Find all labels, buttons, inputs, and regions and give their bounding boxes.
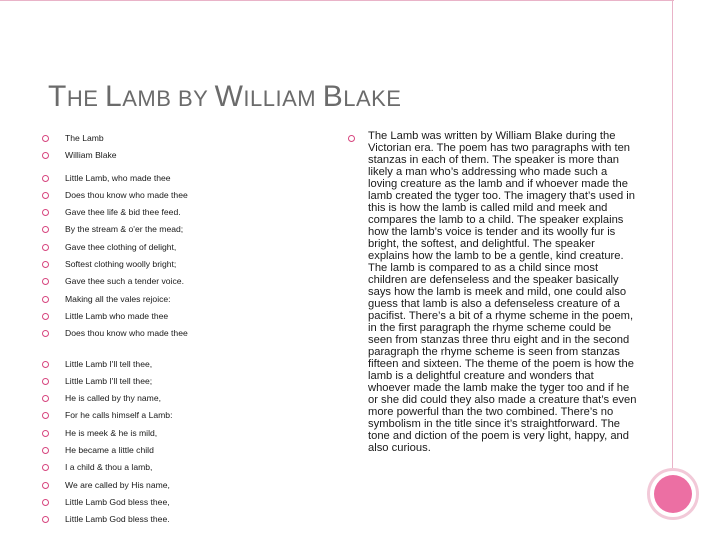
list-item bbox=[42, 130, 342, 147]
bullet-icon bbox=[42, 278, 49, 285]
poem-line: For he calls himself a Lamb: bbox=[65, 410, 173, 421]
list-item bbox=[42, 291, 342, 308]
bullet-icon bbox=[42, 464, 49, 471]
poem-line: Little Lamb, who made thee bbox=[65, 172, 171, 183]
bullet-icon bbox=[42, 313, 49, 320]
list-item bbox=[42, 239, 342, 256]
list-item bbox=[42, 187, 342, 204]
poem-line: Making all the vales rejoice: bbox=[65, 293, 171, 304]
bullet-icon bbox=[42, 361, 49, 368]
poem-line: Gave thee life & bid thee feed. bbox=[65, 207, 181, 218]
list-item bbox=[42, 147, 342, 164]
top-border-line bbox=[0, 0, 674, 1]
title-cap: L bbox=[105, 80, 123, 113]
title-cap: B bbox=[322, 80, 344, 113]
bullet-icon bbox=[42, 192, 49, 199]
poem-line: Little Lamb I'll tell thee; bbox=[65, 375, 153, 386]
poem-line: He became a little child bbox=[65, 445, 154, 456]
list-item bbox=[42, 256, 342, 273]
poem-list bbox=[42, 130, 342, 529]
list-item bbox=[42, 390, 342, 407]
bullet-icon bbox=[42, 412, 49, 419]
bullet-icon bbox=[42, 516, 49, 523]
list-item bbox=[42, 459, 342, 476]
list-item bbox=[42, 308, 342, 325]
poem-line: We are called by His name, bbox=[65, 479, 170, 490]
poem-line: He is meek & he is mild, bbox=[65, 427, 158, 438]
title-rest: ILLIAM bbox=[243, 86, 323, 111]
list-item bbox=[42, 511, 342, 528]
bullet-icon bbox=[42, 152, 49, 159]
list-item bbox=[42, 221, 342, 238]
bullet-icon bbox=[42, 330, 49, 337]
list-item bbox=[42, 273, 342, 290]
title-rest: AMB BY bbox=[122, 86, 215, 111]
title-cap: T bbox=[48, 80, 67, 113]
analysis-paragraph: The Lamb was written by William Blake during the Victorian era. The poem has two paragraphs with ten stanzas in each of them. The speaker is more than likely a man who’s addressing who made such a loving creature as the lamb and if whoever made the lamb created the tyger too. The imagery that’s used in this is how the lamb is called mild and meek and compares the lamb to a child. The speaker explains how the lamb’s voice is tender and its woolly fur is bright, the softest, and delightful. The speaker explains how the lamb to be a gentle, kind creature. The lamb is compared to as a child since most children are defenseless and the speaker basically says how the lamb is meek and mild, one could also guess that lamb is also a defenseless creature of a pacifist. There’s a bit of a rhyme scheme in the poem, in the first paragraph the rhyme scheme could be seen from stanzas three thru eight and in the second paragraph the rhyme scheme is seen from stanzas fifteen and sixteen. The theme of the poem is how the lamb is a delightful creature and wonders that whoever made the lamb make the tyger too and if he or she did could they also made a creature that’s even more powerful than the two combined. There’s no symbolism in the title since it’s straightforward. The tone and diction of the poem is very light, happy, and also curious. bbox=[368, 130, 637, 454]
bullet-icon bbox=[42, 226, 49, 233]
slide-title bbox=[48, 80, 401, 114]
side-border-line bbox=[672, 0, 673, 478]
bullet-icon bbox=[42, 430, 49, 437]
list-item bbox=[42, 442, 342, 459]
bullet-icon bbox=[42, 244, 49, 251]
poem-line: Softest clothing woolly bright; bbox=[65, 259, 177, 270]
bullet-icon bbox=[42, 175, 49, 182]
bullet-icon bbox=[42, 296, 49, 303]
poem-line: Does thou know who made thee bbox=[65, 189, 188, 200]
list-item bbox=[42, 325, 342, 342]
bullet-icon bbox=[42, 135, 49, 142]
poem-line: I a child & thou a lamb, bbox=[65, 462, 153, 473]
list-item bbox=[42, 407, 342, 424]
title-rest: LAKE bbox=[343, 86, 402, 111]
title-cap: W bbox=[214, 80, 244, 113]
bullet-icon bbox=[42, 378, 49, 385]
list-item bbox=[42, 170, 342, 187]
title-rest: HE bbox=[66, 86, 106, 111]
bullet-icon bbox=[42, 395, 49, 402]
bullet-icon bbox=[42, 482, 49, 489]
bullet-icon bbox=[42, 209, 49, 216]
poem-line: By the stream & o'er the mead; bbox=[65, 224, 184, 235]
poem-line: William Blake bbox=[65, 150, 117, 161]
bullet-icon bbox=[42, 261, 49, 268]
poem-line: He is called by thy name, bbox=[65, 393, 162, 404]
poem-line: The Lamb bbox=[65, 133, 104, 143]
list-item bbox=[42, 356, 342, 373]
poem-line: Little Lamb God bless thee. bbox=[65, 514, 170, 525]
list-item bbox=[42, 204, 342, 221]
bullet-icon bbox=[42, 447, 49, 454]
analysis-block bbox=[346, 130, 638, 454]
bullet-icon bbox=[348, 135, 355, 142]
poem-line: Little Lamb who made thee bbox=[65, 310, 169, 321]
poem-line: Little Lamb God bless thee, bbox=[65, 496, 170, 507]
list-item bbox=[42, 477, 342, 494]
poem-line: Gave thee such a tender voice. bbox=[65, 276, 184, 287]
decorative-circle bbox=[654, 475, 692, 513]
poem-line: Does thou know who made thee bbox=[65, 328, 188, 339]
list-item bbox=[42, 373, 342, 390]
poem-line: Gave thee clothing of delight, bbox=[65, 241, 177, 252]
bullet-icon bbox=[42, 499, 49, 506]
list-item bbox=[42, 494, 342, 511]
list-item bbox=[42, 425, 342, 442]
poem-line: Little Lamb I'll tell thee, bbox=[65, 358, 153, 369]
